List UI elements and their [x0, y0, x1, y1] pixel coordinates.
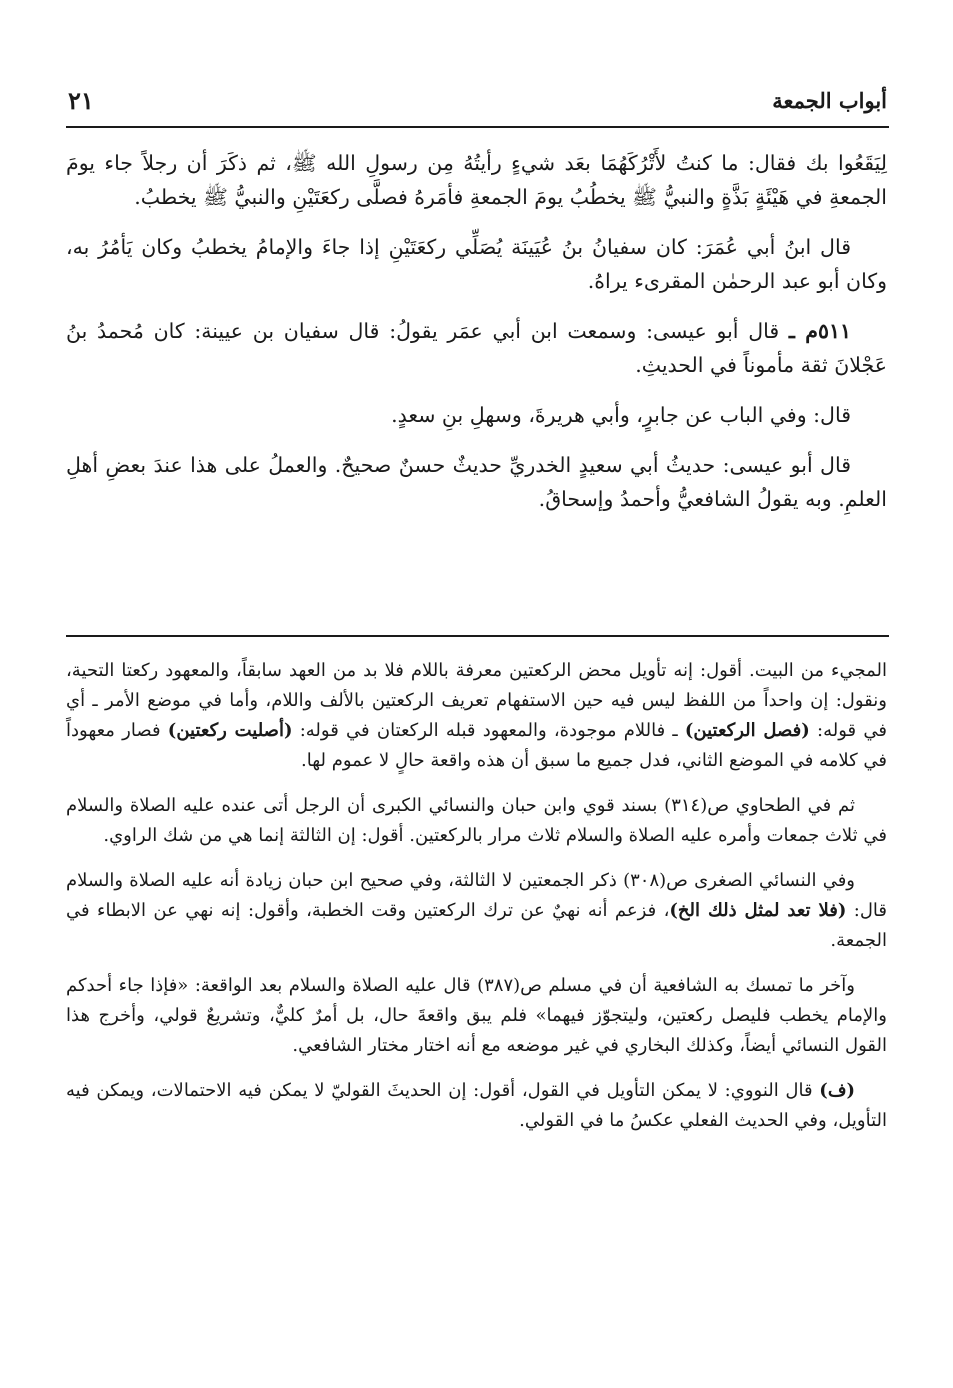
note-paragraph-5	[66, 1076, 887, 1136]
page-header	[68, 82, 887, 118]
note-1-quote-2: (أصليت ركعتين)	[167, 720, 293, 741]
note-3-quote: (فلا تعد لمثل ذلك الخ)	[669, 900, 847, 921]
note-3-part-a: وفي النسائي الصغرى ص(٣٠٨) ذكر الجمعتين لا الثالثة، وفي صحيح ابن حبان زيادة أنه عليه الصلاة والسلام قال:	[66, 870, 887, 921]
note-1-quote-1: (فصل الركعتين)	[684, 720, 810, 741]
main-paragraph-2: قال ابنُ أبي عُمَرَ: كان سفيانُ بنُ عُيَينَة يُصَلِّي ركعَتَيْنِ إذا جاءَ والإمامُ يخطبُ وكان يَأمُرُ به، وكان أبو عبد الرحمٰن المقرىء يراهُ.	[66, 235, 887, 293]
main-paragraph-5: قال أبو عيسى: حديثُ أبي سعيدٍ الخدريِّ حديثٌ حسنٌ صحيحٌ. والعملُ على هذا عندَ بعضِ أهلِ العلمِ. وبه يقولُ الشافعيُّ وأحمدُ وإسحاقُ.	[66, 453, 887, 511]
main-paragraph-1: لِيَقَعُوا بك فقال: ما كنتُ لأَتْرُكَهُمَا بعَد شيءٍ رأيتُهُ مِن رسولِ الله ﷺ، ثم ذكَرَ أن رجلاً جاء يومَ الجمعةِ في هَيْئَةٍ بَذَّةٍ والنبيُّ ﷺ يخطُبُ يومَ الجمعةِ فأمَرهُ فصلَّى ركعَتَيْنِ والنبيُّ ﷺ يخطبُ.	[66, 151, 887, 209]
main-paragraph-4: قال: وفي الباب عن جابرٍ، وأبي هريرةَ، وسهلِ بنِ سعدٍ.	[391, 403, 851, 427]
note-1-part-a: المجيء من البيت. أقول: إنه تأويل محض الركعتين معرفة باللام فلا بد من العهد سابقاً، والمعهود ركعتا التحية، ونقول: إن واحداً من اللفظ ليس فيه حين الاستفهام تعريف الركعتين بالألف واللام، وأما في موضع الأمر ـ أي في قوله:	[66, 660, 887, 741]
note-paragraph-2: ثم في الطحاوي ص(٣١٤) بسند قوي وابن حبان والنسائي الكبرى أن الرجل أتى عنده عليه الصلاة والسلام في ثلاث جمعات وأمره عليه الصلاة والسلام ثلاث مرار بالركعتين. أقول: إن الثالثة إنما هي من شك الراوي.	[66, 795, 887, 846]
footnote-rule	[66, 635, 889, 637]
main-paragraph-3	[66, 314, 887, 382]
note-5-text: قال النووي: لا يمكن التأويل في القول، أقول: إن الحديثَ القوليّ لا يمكن فيه الاحتمالات، ويمكن فيه التأويل، وفي الحديث الفعلي عكسُ ما في القولي.	[66, 1080, 887, 1131]
header-rule	[66, 126, 889, 128]
note-paragraph-3	[66, 866, 887, 956]
note-paragraph-1	[66, 656, 887, 776]
hadith-number: ٥١١م ـ	[788, 319, 851, 343]
page-number: ٢١	[68, 85, 94, 115]
note-3-part-c: ، فزعم أنه نهيٌ عن ترك الركعتين وقت الخطبة، وأقول: إنه نهي عن الابطاء في الجمعة.	[66, 900, 887, 951]
note-paragraph-4: وآخر ما تمسك به الشافعية أن في مسلم ص(٣٨٧) قال عليه الصلاة والسلام بعد الواقعة: «فإذا جاء أحدكم والإمام يخطب فليصل ركعتين، وليتجوّز فيهما» فلم يبق واقعةَ حال، بل أمرٌ كليٌّ، وتشريعٌ قولي، وأخرج هذا القول النسائي أيضاً، وكذلك البخاري في غير موضعه مع أنه اختار مختار الشافعي.	[66, 975, 887, 1056]
note-5-marker: (ف)	[819, 1080, 855, 1101]
running-title: أبواب الجمعة	[772, 87, 887, 113]
note-1-part-c: ـ فاللام موجودة، والمعهود قبله الركعتان في قوله:	[299, 720, 678, 741]
main-paragraph-3-text: قال أبو عيسى: وسمعت ابن أبي عمَر يقولُ: قال سفيان بن عيينة: كان مُحمدُ بنُ عَجْلانَ ثقة مأموناً في الحديثِ.	[66, 319, 887, 377]
note-1-part-e: فصار معهوداً في كلامه في الموضع الثاني، فدل جميع ما سبق أن هذه واقعة حالٍ لا عموم لها.	[66, 720, 887, 771]
footnotes	[66, 656, 887, 1151]
main-text	[66, 146, 887, 532]
